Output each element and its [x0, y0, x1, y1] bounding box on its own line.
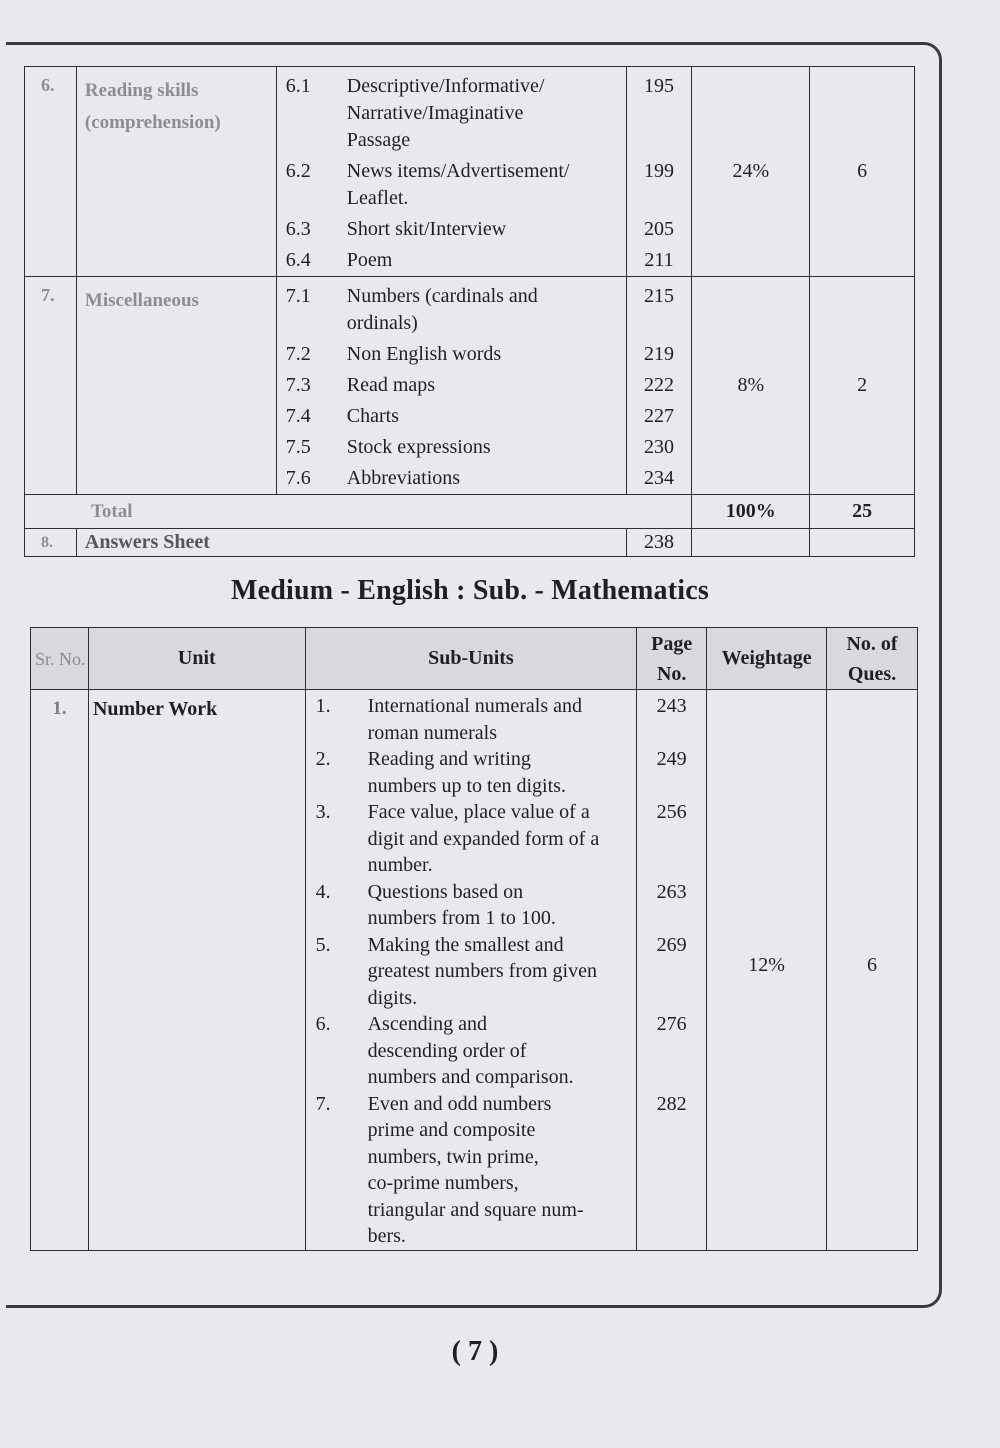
- answers-label: Answers Sheet: [76, 529, 626, 557]
- list-item: [306, 1091, 637, 1250]
- header-weightage: Weightage: [707, 628, 827, 690]
- question-count: 6: [810, 67, 915, 277]
- list-item: [306, 693, 637, 746]
- page-numbers-cell: [626, 67, 692, 277]
- page-number-value: 256: [656, 801, 687, 823]
- list-item: [277, 372, 626, 399]
- sub-unit-number: 5.: [315, 933, 331, 956]
- list-item: [306, 746, 637, 799]
- weightage-value: 8%: [692, 277, 810, 495]
- sub-unit-number: 2.: [315, 748, 331, 770]
- page-number-value: 243: [656, 695, 687, 717]
- sub-unit-number: 6.2: [285, 160, 311, 182]
- row-number: 6.: [25, 67, 77, 277]
- sub-unit-text: Ascending and descending order of numbers and comparison.: [367, 1013, 574, 1088]
- sub-unit-text: Abbreviations: [346, 467, 461, 489]
- list-item: [306, 932, 637, 1012]
- answers-page: 238: [626, 529, 692, 557]
- sub-unit-text: Read maps: [346, 374, 436, 396]
- sub-units-cell: [305, 690, 637, 1251]
- header-sub-units: Sub-Units: [305, 628, 637, 690]
- sub-unit-number: 6.3: [285, 218, 311, 240]
- sub-unit-text: Making the smallest and greatest numbers from given digits.: [367, 933, 597, 1009]
- list-item: [277, 283, 626, 337]
- sub-unit-number: 7.6: [285, 467, 311, 489]
- page-number-value: 215: [643, 285, 674, 307]
- sub-unit-text: Numbers (cardinals and ordinals): [346, 285, 538, 334]
- list-item: [277, 465, 626, 492]
- sub-unit-number: 7.4: [285, 405, 311, 427]
- sub-unit-number: 6.4: [285, 249, 311, 271]
- sub-units-cell: [276, 67, 626, 277]
- page-number-value: 269: [656, 933, 687, 956]
- sub-unit-text: News items/Advertisement/ Leaflet.: [346, 160, 570, 209]
- total-label: Total: [25, 495, 692, 529]
- weightage-value: 24%: [692, 67, 810, 277]
- language-syllabus-table: [24, 66, 915, 557]
- sub-unit-text: Poem: [346, 249, 393, 271]
- list-item: [306, 879, 637, 932]
- answers-row: [25, 529, 915, 557]
- row-number: 7.: [25, 277, 77, 495]
- row-number: 1.: [31, 690, 89, 1251]
- sub-unit-text: Reading and writing numbers up to ten digits.: [367, 748, 566, 797]
- sub-unit-number: 4.: [315, 880, 331, 903]
- page-number-value: 222: [643, 374, 674, 396]
- list-item: [277, 341, 626, 368]
- question-count: 6: [827, 690, 918, 1251]
- empty-cell: [692, 529, 810, 557]
- sub-unit-text: Stock expressions: [346, 436, 491, 458]
- page-number-value: 211: [644, 249, 674, 271]
- sub-units-cell: [276, 277, 626, 495]
- list-item: [277, 403, 626, 430]
- list-item: [277, 247, 626, 274]
- sub-unit-text: Descriptive/Informative/ Narrative/Imaginative Passage: [346, 75, 545, 151]
- page-numbers-cell: [637, 690, 707, 1251]
- page-number-value: 263: [656, 880, 687, 903]
- sub-unit-text: Non English words: [346, 343, 502, 365]
- math-section-title: Medium - English : Sub. - Mathematics: [231, 575, 709, 606]
- sub-unit-number: 6.: [315, 1013, 331, 1035]
- sub-unit-number: 7.: [315, 1092, 331, 1115]
- list-item: [277, 158, 626, 212]
- unit-name: Number Work: [88, 690, 305, 1251]
- sub-unit-text: Face value, place value of a digit and expanded form of a number.: [367, 801, 600, 876]
- page-number-value: 199: [643, 160, 674, 182]
- page-numbers-cell: [626, 277, 692, 495]
- row-number: 8.: [25, 529, 77, 557]
- table-row: [25, 67, 915, 277]
- sub-unit-text: Charts: [346, 405, 399, 427]
- total-row: [25, 495, 915, 529]
- page-number-value: 276: [656, 1013, 687, 1035]
- sub-unit-number: 7.5: [285, 436, 311, 458]
- weightage-value: 12%: [707, 690, 827, 1251]
- total-weightage: 100%: [692, 495, 810, 529]
- list-item: [306, 1011, 637, 1091]
- unit-name: Reading skills (comprehension): [76, 67, 276, 277]
- question-count: 2: [810, 277, 915, 495]
- list-item: [277, 73, 626, 154]
- unit-name: Miscellaneous: [76, 277, 276, 495]
- math-syllabus-table: [30, 627, 918, 1251]
- list-item: [306, 799, 637, 879]
- total-questions: 25: [810, 495, 915, 529]
- table-row: [25, 277, 915, 495]
- header-no-of-ques: No. of Ques.: [827, 628, 918, 690]
- page-number-value: 282: [656, 1092, 687, 1115]
- sub-unit-text: Even and odd numbers prime and composite numbers, twin prime, co-prime numbers, triangular and square num- bers.: [367, 1092, 584, 1247]
- page-number-value: 227: [643, 405, 674, 427]
- sub-unit-number: 7.2: [285, 343, 311, 365]
- sub-unit-text: Questions based on numbers from 1 to 100.: [367, 880, 556, 929]
- empty-cell: [810, 529, 915, 557]
- page-number-value: 234: [643, 467, 674, 489]
- page-number-value: 205: [643, 218, 674, 240]
- list-item: [277, 216, 626, 243]
- sub-unit-number: 3.: [315, 801, 331, 823]
- header-page-no: Page No.: [637, 628, 707, 690]
- page-number-value: 249: [656, 748, 687, 770]
- sub-unit-number: 7.1: [285, 285, 311, 307]
- sub-unit-text: Short skit/Interview: [346, 218, 507, 240]
- sub-unit-number: 1.: [315, 695, 331, 717]
- page-number-value: 219: [643, 343, 674, 365]
- page-number-value: 195: [643, 75, 674, 97]
- sub-unit-text: International numerals and roman numerals: [367, 695, 582, 744]
- page-number-value: 230: [643, 436, 674, 458]
- sub-unit-number: 6.1: [285, 75, 311, 97]
- table-row: [31, 690, 918, 1251]
- header-unit: Unit: [88, 628, 305, 690]
- header-sr-no: Sr. No.: [31, 628, 89, 690]
- page-number: ( 7 ): [451, 1336, 499, 1367]
- sub-unit-number: 7.3: [285, 374, 311, 396]
- list-item: [277, 434, 626, 461]
